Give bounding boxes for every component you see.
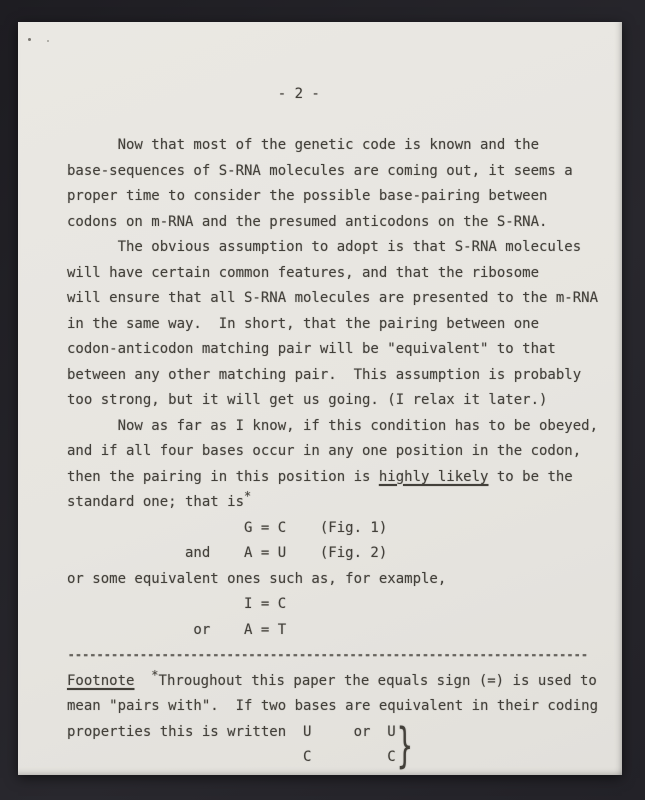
typed-line bbox=[67, 490, 607, 516]
equation-line: and A = U (Fig. 2) bbox=[67, 545, 388, 561]
typed-line: in the same way. In short, that the pairing between one bbox=[67, 315, 540, 332]
typed-line: between any other matching pair. This assumption is probably bbox=[67, 366, 582, 383]
footnote-line bbox=[67, 669, 607, 695]
typed-line: proper time to consider the possible base-pairing between bbox=[67, 188, 548, 204]
typed-line bbox=[67, 465, 607, 491]
typed-line: codon-anticodon matching pair will be "equivalent" to that bbox=[67, 341, 556, 357]
footnote-separator-line: ------------------------------------------------------------------------ bbox=[67, 647, 588, 663]
typed-line: too strong, but it will get us going. (I relax it later.) bbox=[67, 392, 548, 408]
typed-line-segment: then the pairing in this position is bbox=[67, 468, 379, 485]
equation-line: I = C bbox=[67, 596, 287, 612]
page-number: - 2 - bbox=[67, 86, 320, 102]
footnote-reference-asterisk: * bbox=[244, 489, 252, 503]
typed-line-segment: Throughout this paper the equals sign (=) is used to bbox=[158, 672, 597, 689]
typed-line: base-sequences of S-RNA molecules are coming out, it seems a bbox=[67, 162, 573, 179]
footnote-asterisk: * bbox=[151, 667, 159, 682]
typed-line: or some equivalent ones such as, for example, bbox=[67, 570, 447, 587]
footnote-line: mean "pairs with". If two bases are equivalent in their coding bbox=[67, 698, 599, 714]
paper-speck bbox=[28, 38, 31, 41]
footnote-line: C C bbox=[67, 749, 396, 765]
document-page bbox=[18, 22, 622, 775]
underlined-phrase: highly likely bbox=[378, 468, 489, 485]
blank-line bbox=[67, 108, 607, 134]
typed-line-segment bbox=[134, 673, 151, 689]
footnote-label: Footnote bbox=[67, 672, 135, 689]
typed-line-segment: standard one; that is bbox=[67, 494, 245, 510]
equation-line: G = C (Fig. 1) bbox=[67, 519, 388, 536]
typed-line: Now that most of the genetic code is known and the bbox=[67, 137, 540, 153]
typed-line: will ensure that all S-RNA molecules are presented to the m-RNA bbox=[67, 290, 599, 306]
footnote-line: properties this is written U or U bbox=[67, 723, 396, 740]
typed-line: will have certain common features, and that the ribosome bbox=[67, 264, 540, 281]
typed-line: The obvious assumption to adopt is that S-RNA molecules bbox=[67, 239, 582, 255]
typed-text-block bbox=[67, 82, 607, 774]
paper-speck bbox=[47, 40, 49, 42]
typed-line: and if all four bases occur in any one position in the codon, bbox=[67, 443, 582, 459]
equation-line: or A = T bbox=[67, 621, 287, 638]
curly-brace-icon: } bbox=[397, 720, 413, 774]
typed-line-segment: to be the bbox=[488, 468, 573, 485]
typed-line: Now as far as I know, if this condition has to be obeyed, bbox=[67, 417, 599, 434]
typed-line: codons on m-RNA and the presumed anticodons on the S-RNA. bbox=[67, 213, 548, 230]
